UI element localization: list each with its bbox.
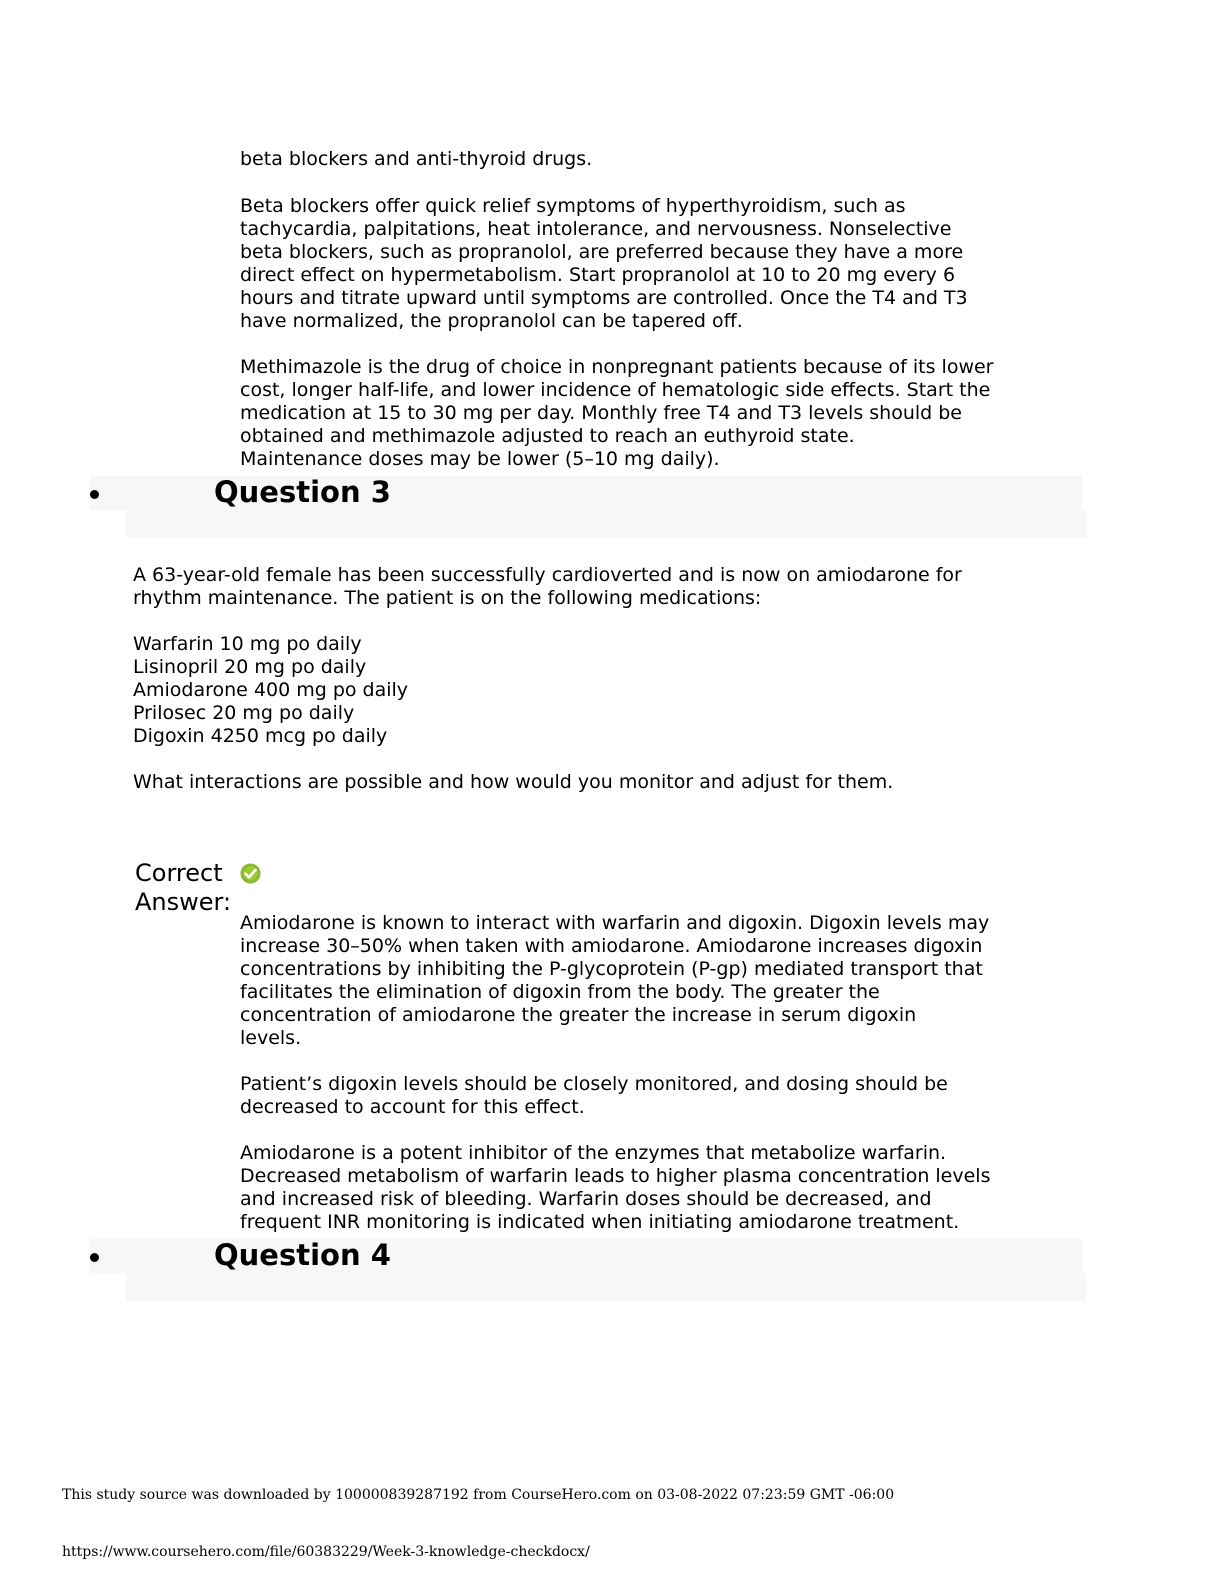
header-band [126, 510, 1086, 538]
answer-paragraph: Amiodarone is a potent inhibitor of the enzymes that metabolize warfarin. Decreased metabolism of warfarin leads to higher plasma concentration levels and increased risk of bleeding. Warfarin doses should be decreased, and frequent INR monitoring is indicated when initiating amiodarone treatment. [240, 1142, 991, 1233]
question-title: Question 3 [214, 475, 391, 509]
answer-paragraph: Beta blockers offer quick relief symptoms of hyperthyroidism, such as tachycardia, palpitations, heat intolerance, and nervousness. Nonselective beta blockers, such as propranolol, are preferred because they have a more direct effect on hypermetabolism. Start propranolol at 10 to 20 mg every 6 hours and titrate upward until symptoms are controlled. Once the T4 and T3 have normalized, the propranolol can be tapered off. [240, 195, 968, 332]
question-prompt: What interactions are possible and how would you monitor and adjust for them. [133, 771, 894, 793]
check-circle-icon [240, 863, 261, 884]
question-header [88, 1239, 1088, 1303]
header-band [126, 1273, 1086, 1301]
answer-paragraph: Amiodarone is known to interact with warfarin and digoxin. Digoxin levels may increase 30–50% when taken with amiodarone. Amiodarone increases digoxin concentrations by inhibiting the P-glycoprotein (P-gp) mediated transport that facilitates the elimination of digoxin from the body. The greater the concentration of amiodarone the greater the increase in serum digoxin levels. [240, 912, 990, 1049]
download-notice: This study source was downloaded by 100000839287192 from CourseHero.com on 03-08-2022 07:23:59 GMT -06:00 [62, 1487, 895, 1503]
source-url[interactable]: https://www.coursehero.com/file/60383229/Week-3-knowledge-checkdocx/ [62, 1544, 590, 1560]
question-header [88, 476, 1088, 540]
question-title: Question 4 [214, 1238, 391, 1272]
correct-answer-label: Correct Answer: [135, 859, 232, 916]
medication-list: Warfarin 10 mg po daily Lisinopril 20 mg po daily Amiodarone 400 mg po daily Prilosec 20 mg po daily Digoxin 4250 mcg po daily [133, 633, 409, 747]
answer-paragraph: Patient’s digoxin levels should be closely monitored, and dosing should be decreased to account for this effect. [240, 1073, 948, 1118]
question-stem: A 63-year-old female has been successfully cardioverted and is now on amiodarone for rhythm maintenance. The patient is on the following medications: [133, 564, 962, 609]
answer-paragraph: beta blockers and anti-thyroid drugs. [240, 148, 593, 170]
bullet-icon [90, 490, 99, 499]
bullet-icon [90, 1253, 99, 1262]
answer-paragraph: Methimazole is the drug of choice in nonpregnant patients because of its lower cost, longer half-life, and lower incidence of hematologic side effects. Start the medication at 15 to 30 mg per day. Monthly free T4 and T3 levels should be obtained and methimazole adjusted to reach an euthyroid state. Maintenance doses may be lower (5–10 mg daily). [240, 356, 994, 470]
